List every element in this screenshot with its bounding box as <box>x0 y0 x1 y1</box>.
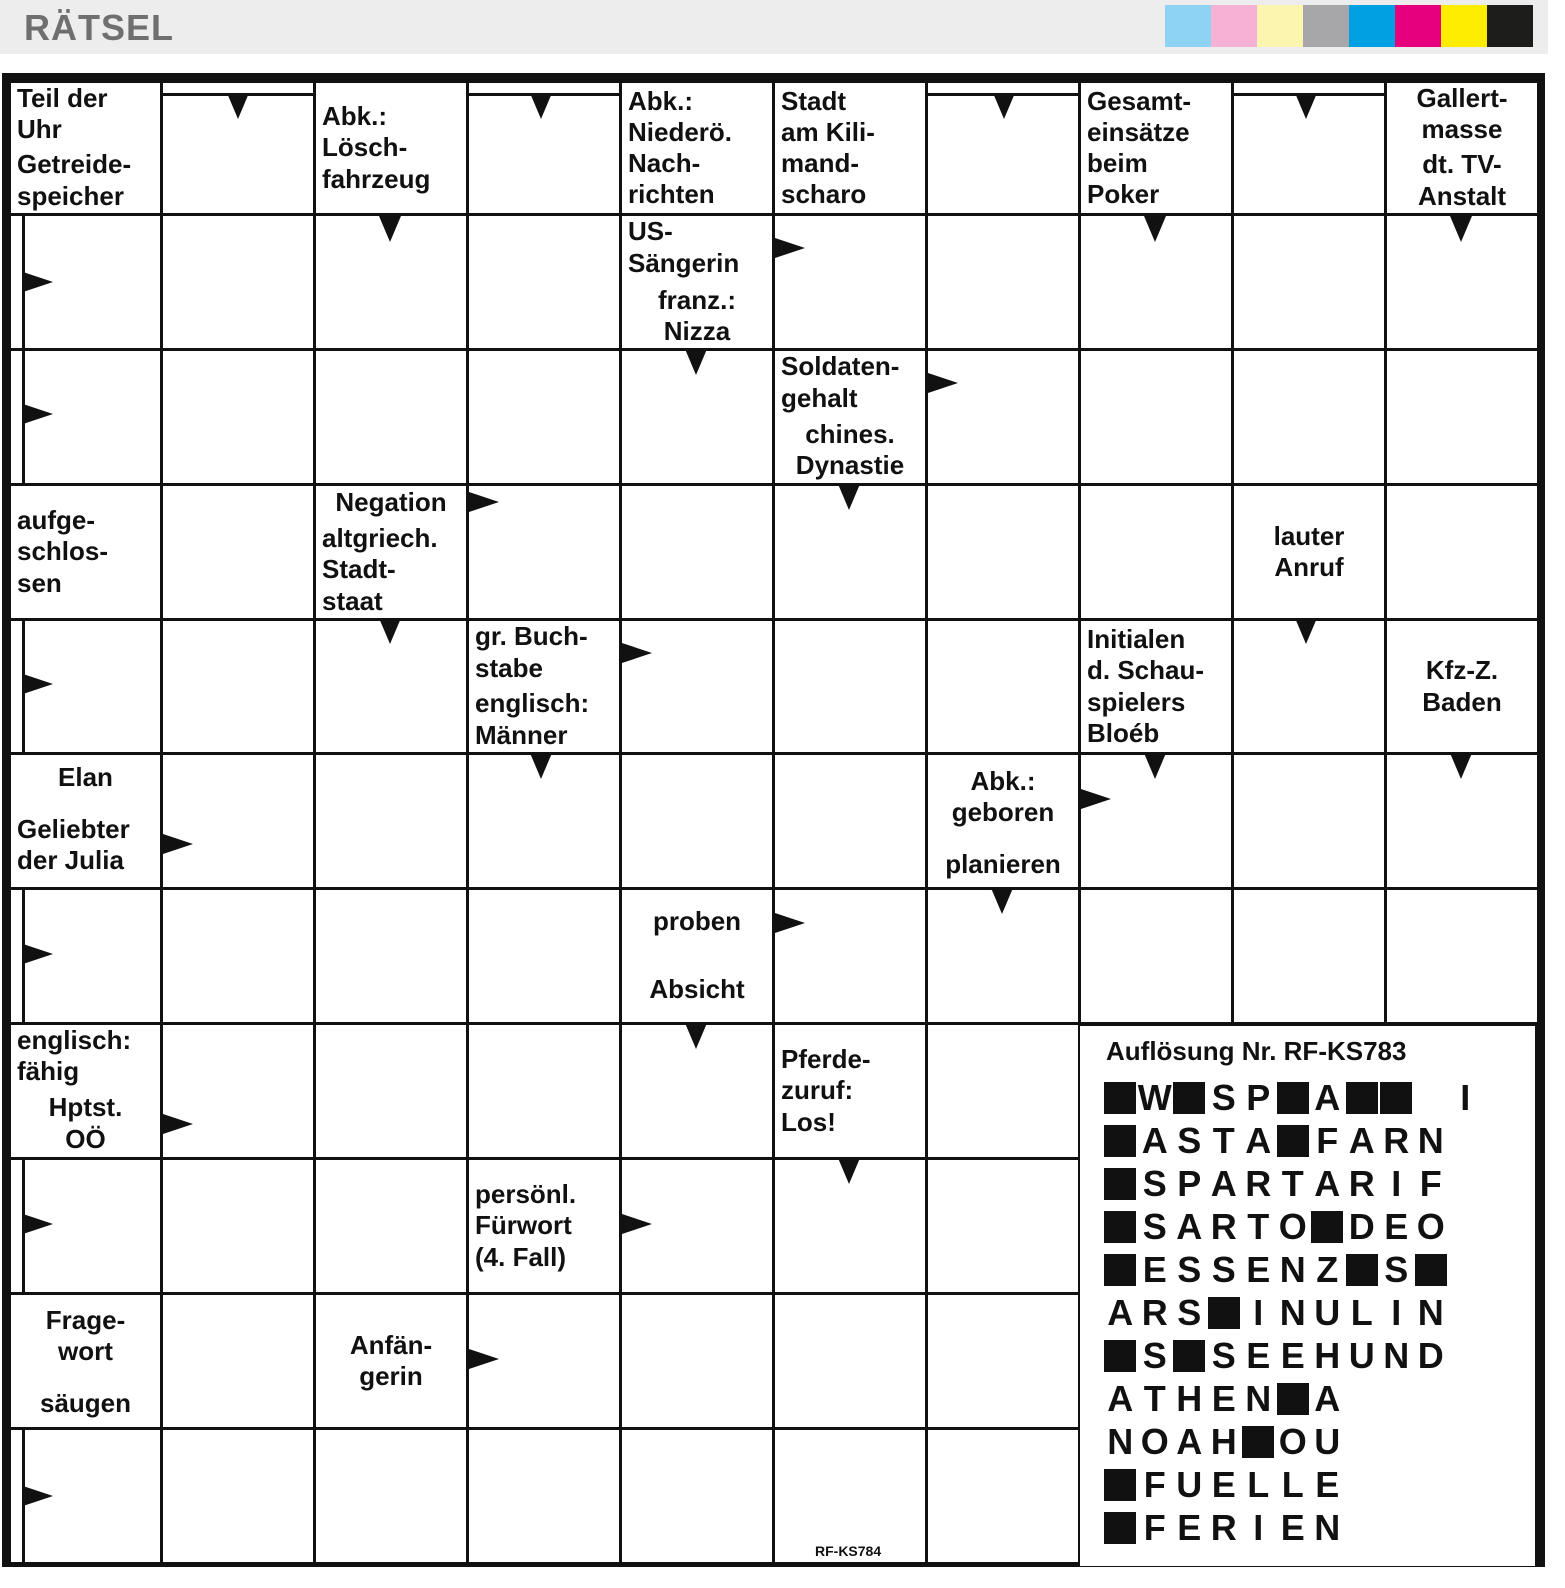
clue-box: chines. Dynastie <box>775 417 925 483</box>
solution-letter: U <box>1314 1292 1341 1333</box>
solution-row <box>1103 1465 1345 1505</box>
black-square <box>1415 1254 1447 1286</box>
solution-letter: U <box>1176 1464 1203 1505</box>
solution-letter: N <box>1279 1249 1306 1290</box>
print-color-strip <box>1165 5 1533 47</box>
answer-cell[interactable] <box>1081 890 1231 1022</box>
answer-cell[interactable] <box>469 216 619 348</box>
solution-block <box>1379 1078 1414 1118</box>
solution-letter: S <box>1177 1292 1202 1333</box>
answer-cell[interactable] <box>469 890 619 1022</box>
answer-cell[interactable] <box>775 1295 925 1427</box>
puzzle-code: RF-KS784 <box>815 1543 882 1559</box>
solution-letter: E <box>1315 1464 1340 1505</box>
color-swatch <box>1395 5 1441 47</box>
solution-row <box>1103 1508 1345 1548</box>
clue-box: säugen <box>11 1380 160 1427</box>
black-square <box>1104 1082 1136 1114</box>
solution-letter: S <box>1177 1249 1202 1290</box>
solution-letter: N <box>1314 1507 1341 1548</box>
solution-letter: A <box>1176 1206 1203 1247</box>
solution-row <box>1103 1293 1448 1333</box>
answer-cell[interactable] <box>622 755 772 887</box>
solution-letter: S <box>1211 1335 1236 1376</box>
color-swatch <box>1487 5 1533 47</box>
arrow-down-icon <box>227 93 249 119</box>
answer-cell[interactable] <box>163 486 313 618</box>
black-square <box>1173 1340 1205 1372</box>
answer-cell[interactable] <box>163 1160 313 1292</box>
solution-letter: T <box>1143 1378 1166 1419</box>
solution-block <box>1103 1207 1138 1247</box>
solution-letter: N <box>1383 1335 1410 1376</box>
color-swatch <box>1349 5 1395 47</box>
answer-cell[interactable] <box>316 1430 466 1562</box>
answer-cell[interactable] <box>928 1025 1078 1157</box>
black-square <box>1104 1469 1136 1501</box>
arrow-right-icon <box>23 674 53 694</box>
solution-letter: I <box>1460 1077 1471 1118</box>
answer-cell[interactable] <box>163 621 313 752</box>
solution-row <box>1103 1121 1448 1161</box>
solution-row <box>1103 1422 1345 1462</box>
clue-box: franz.: Nizza <box>622 284 772 348</box>
arrow-down-icon <box>991 888 1013 914</box>
black-square <box>1104 1512 1136 1544</box>
black-square <box>1208 1297 1240 1329</box>
solution-block <box>1276 1121 1311 1161</box>
answer-cell[interactable] <box>622 486 772 618</box>
solution-letter: E <box>1142 1249 1167 1290</box>
answer-cell[interactable] <box>1234 216 1384 348</box>
answer-cell[interactable] <box>316 1160 466 1292</box>
solution-letter: A <box>1348 1120 1375 1161</box>
arrow-right-icon <box>469 1349 499 1369</box>
clue-box: gr. Buch- stabe <box>469 621 619 684</box>
black-square <box>1104 1254 1136 1286</box>
solution-row <box>1103 1250 1448 1290</box>
solution-block <box>1345 1250 1380 1290</box>
solution-letter: E <box>1280 1335 1305 1376</box>
solution-block <box>1276 1078 1311 1118</box>
answer-cell[interactable] <box>1234 890 1384 1022</box>
clue-box: proben <box>622 890 772 954</box>
solution-letter: S <box>1142 1335 1167 1376</box>
answer-cell[interactable] <box>316 1025 466 1157</box>
black-square <box>1104 1125 1136 1157</box>
arrow-right-icon <box>23 1486 53 1506</box>
solution-letter: R <box>1348 1163 1375 1204</box>
solution-letter: H <box>1176 1378 1203 1419</box>
clue-box: englisch: fähig <box>11 1025 160 1087</box>
color-swatch <box>1303 5 1349 47</box>
solution-block <box>1276 1379 1311 1419</box>
black-square <box>1277 1383 1309 1415</box>
solution-letter: E <box>1246 1249 1271 1290</box>
solution-letter: I <box>1253 1507 1264 1548</box>
arrow-right-icon <box>622 1214 652 1234</box>
answer-cell[interactable] <box>1387 351 1537 483</box>
answer-cell[interactable] <box>163 216 313 348</box>
arrow-right-icon <box>23 272 53 292</box>
black-square <box>1104 1211 1136 1243</box>
solution-letter <box>1414 1078 1449 1118</box>
color-swatch <box>1211 5 1257 47</box>
solution-row <box>1103 1379 1345 1419</box>
solution-letter: P <box>1177 1163 1202 1204</box>
solution-row <box>1103 1164 1448 1204</box>
solution-letter: R <box>1383 1120 1410 1161</box>
black-square <box>1104 1340 1136 1372</box>
solution-letter: A <box>1314 1077 1341 1118</box>
clue-box: Pferde- zuruf: Los! <box>775 1025 925 1157</box>
clue-box: Anfän- gerin <box>316 1295 466 1427</box>
clue-box: lauter Anruf <box>1234 486 1384 618</box>
solution-block <box>1103 1508 1138 1548</box>
arrow-right-icon <box>928 373 958 393</box>
answer-cell[interactable] <box>163 1025 313 1157</box>
solution-letter: T <box>1212 1120 1235 1161</box>
solution-block <box>1103 1078 1138 1118</box>
answer-cell[interactable] <box>928 1430 1078 1562</box>
solution-block <box>1414 1250 1449 1290</box>
answer-cell[interactable] <box>928 1295 1078 1427</box>
arrow-right-icon <box>23 944 53 964</box>
clue-box: Stadt am Kili- mand- scharo <box>775 83 925 213</box>
solution-letter: A <box>1210 1163 1237 1204</box>
solution-letter: E <box>1280 1507 1305 1548</box>
answer-cell[interactable] <box>775 216 925 348</box>
answer-cell[interactable] <box>622 621 772 752</box>
arrow-right-icon <box>23 1214 53 1234</box>
solution-letter: A <box>1176 1421 1203 1462</box>
solution-row <box>1103 1336 1448 1376</box>
arrow-down-icon <box>379 216 401 242</box>
arrow-down-icon <box>685 1023 707 1049</box>
solution-letter: R <box>1210 1206 1237 1247</box>
header-bar <box>0 0 1548 54</box>
arrow-down-icon <box>530 93 552 119</box>
answer-cell[interactable] <box>775 621 925 752</box>
clue-box: Abk.: Lösch- fahrzeug <box>316 83 466 213</box>
black-square <box>1242 1426 1274 1458</box>
solution-letter: L <box>1247 1464 1270 1505</box>
answer-cell[interactable] <box>316 351 466 483</box>
clue-box: Getreide- speicher <box>11 148 160 213</box>
color-swatch <box>1441 5 1487 47</box>
solution-letter: O <box>1416 1206 1445 1247</box>
solution-block <box>1103 1465 1138 1505</box>
solution-letter: A <box>1107 1292 1134 1333</box>
solution-letter: A <box>1314 1163 1341 1204</box>
arrow-right-icon <box>469 492 499 512</box>
black-square <box>1173 1082 1205 1114</box>
clue-box: persönl. Fürwort (4. Fall) <box>469 1160 619 1292</box>
solution-letter: I <box>1253 1292 1264 1333</box>
solution-letter: S <box>1211 1077 1236 1118</box>
answer-cell[interactable] <box>1234 755 1384 887</box>
arrow-down-icon <box>838 484 860 510</box>
solution-letter: A <box>1314 1378 1341 1419</box>
page-title: RÄTSEL <box>24 7 174 48</box>
black-square <box>1346 1082 1378 1114</box>
solution-block <box>1103 1336 1138 1376</box>
solution-block <box>1103 1250 1138 1290</box>
solution-letter: E <box>1177 1507 1202 1548</box>
solution-letter: I <box>1391 1292 1402 1333</box>
solution-letter: F <box>1143 1464 1166 1505</box>
solution-letter: U <box>1348 1335 1375 1376</box>
solution-letter: A <box>1245 1120 1272 1161</box>
clue-box: Absicht <box>622 957 772 1022</box>
answer-cell[interactable] <box>469 1025 619 1157</box>
black-square <box>1346 1254 1378 1286</box>
black-square <box>1104 1168 1136 1200</box>
solution-letter: U <box>1314 1421 1341 1462</box>
arrow-down-icon <box>1450 216 1472 242</box>
solution-title: Auflösung Nr. RF-KS783 <box>1106 1036 1407 1066</box>
answer-cell[interactable] <box>163 1430 313 1562</box>
arrow-right-icon <box>163 834 193 854</box>
answer-cell[interactable] <box>163 890 313 1022</box>
answer-cell[interactable] <box>775 890 925 1022</box>
solution-letter: H <box>1210 1421 1237 1462</box>
arrow-down-icon <box>379 618 401 644</box>
solution-letter: N <box>1245 1378 1272 1419</box>
solution-letter: L <box>1281 1464 1304 1505</box>
arrow-down-icon <box>685 349 707 375</box>
answer-cell[interactable] <box>163 755 313 887</box>
answer-cell[interactable] <box>928 621 1078 752</box>
solution-letter: N <box>1417 1120 1444 1161</box>
answer-cell[interactable] <box>469 351 619 483</box>
arrow-down-icon <box>1144 216 1166 242</box>
answer-cell[interactable] <box>775 755 925 887</box>
solution-letter: E <box>1211 1378 1236 1419</box>
arrow-down-icon <box>1450 753 1472 779</box>
answer-cell[interactable] <box>1234 351 1384 483</box>
solution-letter: P <box>1246 1077 1271 1118</box>
solution-row <box>1103 1207 1448 1247</box>
black-square <box>1380 1082 1412 1114</box>
clue-box: dt. TV- Anstalt <box>1387 148 1537 213</box>
solution-letter: H <box>1314 1335 1341 1376</box>
solution-letter: N <box>1417 1292 1444 1333</box>
clue-box: englisch: Männer <box>469 687 619 752</box>
solution-block <box>1172 1078 1207 1118</box>
solution-letter: D <box>1417 1335 1444 1376</box>
solution-block <box>1103 1164 1138 1204</box>
answer-cell[interactable] <box>928 351 1078 483</box>
solution-block <box>1345 1078 1380 1118</box>
black-square <box>1277 1125 1309 1157</box>
solution-letter: L <box>1350 1292 1373 1333</box>
answer-cell[interactable] <box>622 1430 772 1562</box>
answer-cell[interactable] <box>316 890 466 1022</box>
clue-box: Initialen d. Schau- spielers Bloéb <box>1081 621 1231 752</box>
solution-letter: R <box>1210 1507 1237 1548</box>
solution-letter: Z <box>1316 1249 1339 1290</box>
clue-box: Gallert- masse <box>1387 83 1537 145</box>
solution-letter: E <box>1246 1335 1271 1376</box>
solution-letter: S <box>1142 1206 1167 1247</box>
black-square <box>1311 1211 1343 1243</box>
solution-panel <box>1080 1026 1535 1566</box>
solution-letter: A <box>1141 1120 1168 1161</box>
solution-letter: A <box>1107 1378 1134 1419</box>
color-swatch <box>1257 5 1303 47</box>
clue-box: US- Sängerin <box>622 216 772 279</box>
arrow-down-icon <box>1295 93 1317 119</box>
solution-letter: O <box>1278 1421 1307 1462</box>
answer-cell[interactable] <box>928 1160 1078 1292</box>
answer-cell[interactable] <box>622 1295 772 1427</box>
solution-letter: F <box>1316 1120 1339 1161</box>
black-square <box>1277 1082 1309 1114</box>
arrow-down-icon <box>530 753 552 779</box>
solution-letter: O <box>1140 1421 1169 1462</box>
clue-box: Kfz-Z. Baden <box>1387 621 1537 752</box>
solution-letter: T <box>1247 1206 1270 1247</box>
solution-letter: O <box>1278 1206 1307 1247</box>
answer-cell[interactable] <box>1387 486 1537 618</box>
solution-letter: D <box>1348 1206 1375 1247</box>
solution-letter: S <box>1384 1249 1409 1290</box>
answer-cell[interactable] <box>316 755 466 887</box>
clue-box: Teil der Uhr <box>11 83 160 145</box>
arrow-down-icon <box>993 93 1015 119</box>
arrow-right-icon <box>775 913 805 933</box>
solution-block <box>1172 1336 1207 1376</box>
answer-cell[interactable] <box>1081 351 1231 483</box>
answer-cell[interactable] <box>469 1430 619 1562</box>
arrow-down-icon <box>1295 618 1317 644</box>
solution-letter: S <box>1142 1163 1167 1204</box>
clue-box: Gesamt- einsätze beim Poker <box>1081 83 1231 213</box>
solution-row <box>1103 1078 1483 1118</box>
clue-box: Frage- wort <box>11 1295 160 1377</box>
solution-block <box>1207 1293 1242 1333</box>
answer-cell[interactable] <box>928 216 1078 348</box>
solution-letter: N <box>1279 1292 1306 1333</box>
clue-box: altgriech. Stadt- staat <box>316 522 466 618</box>
clue-box: Elan <box>11 755 160 800</box>
clue-box: Geliebter der Julia <box>11 803 160 887</box>
clue-box: Hptst. OÖ <box>11 1090 160 1157</box>
arrow-right-icon <box>622 643 652 663</box>
answer-cell[interactable] <box>928 486 1078 618</box>
arrow-right-icon <box>775 238 805 258</box>
answer-cell[interactable] <box>1387 890 1537 1022</box>
solution-letter: R <box>1245 1163 1272 1204</box>
solution-letter: S <box>1177 1120 1202 1161</box>
arrow-down-icon <box>1144 753 1166 779</box>
solution-letter: S <box>1211 1249 1236 1290</box>
clue-box: Abk.: geboren <box>928 755 1078 839</box>
clue-box: Soldaten- gehalt <box>775 351 925 414</box>
solution-letter: F <box>1143 1507 1166 1548</box>
clue-box: Abk.: Niederö. Nach- richten <box>622 83 772 213</box>
solution-letter: N <box>1107 1421 1134 1462</box>
solution-block <box>1103 1121 1138 1161</box>
solution-letter: T <box>1281 1163 1304 1204</box>
solution-letter: I <box>1391 1163 1402 1204</box>
clue-box: Negation <box>316 486 466 519</box>
arrow-down-icon <box>838 1158 860 1184</box>
solution-letter: E <box>1384 1206 1409 1247</box>
solution-block <box>1310 1207 1345 1247</box>
arrow-right-icon <box>163 1114 193 1134</box>
answer-cell[interactable] <box>163 351 313 483</box>
solution-letter: E <box>1211 1464 1236 1505</box>
clue-box: aufge- schlos- sen <box>11 486 160 618</box>
solution-letter: F <box>1419 1163 1442 1204</box>
arrow-right-icon <box>1081 789 1111 809</box>
clue-box: planieren <box>928 842 1078 887</box>
answer-cell[interactable] <box>1081 486 1231 618</box>
arrow-right-icon <box>23 404 53 424</box>
solution-letter: W <box>1137 1077 1172 1118</box>
solution-block <box>1241 1422 1276 1462</box>
answer-cell[interactable] <box>163 1295 313 1427</box>
solution-letter: R <box>1141 1292 1168 1333</box>
color-swatch <box>1165 5 1211 47</box>
